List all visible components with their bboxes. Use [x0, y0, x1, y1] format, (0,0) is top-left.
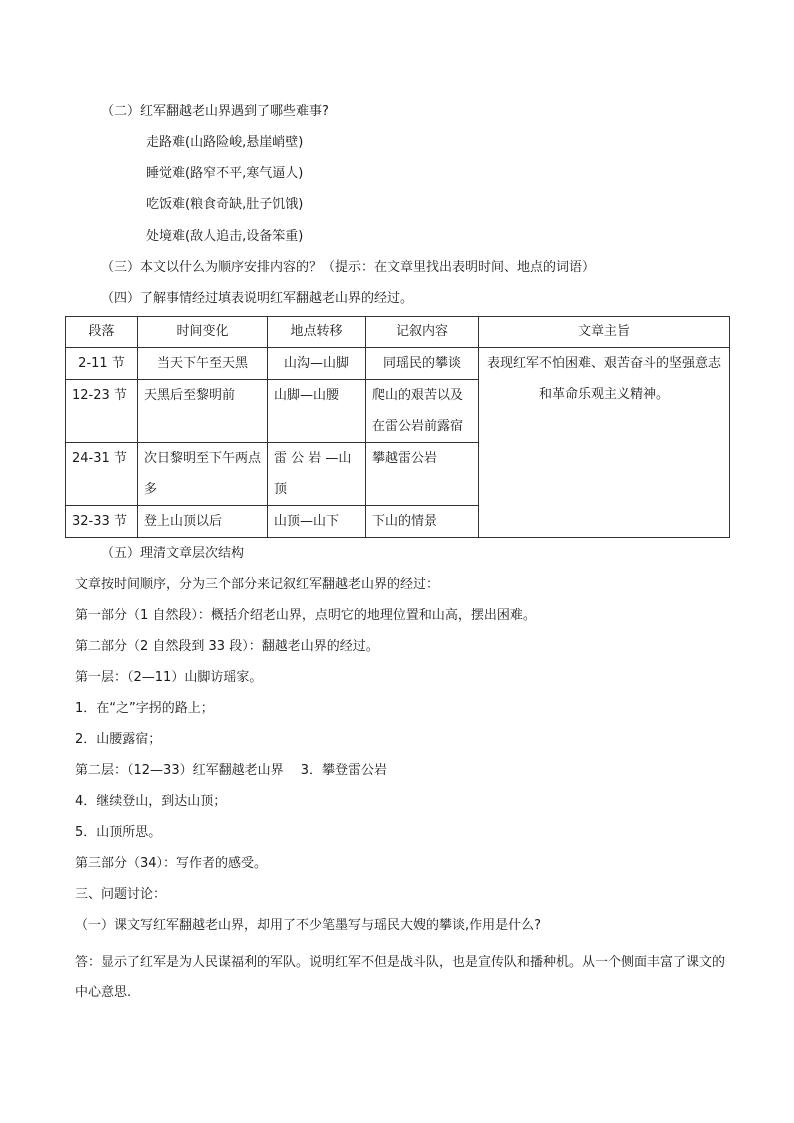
table-cell: 雷 公 岩 —山顶	[268, 443, 366, 506]
discussion-question: （一）课文写红军翻越老山界，却用了不少笔墨写与瑶民大嫂的攀谈,作用是什么?	[75, 918, 542, 933]
difficulty-item: 睡觉难(路窄不平,寒气逼人)	[146, 166, 304, 181]
difficulty-item: 走路难(山路险峻,悬崖峭壁)	[146, 135, 304, 150]
table-header-row	[66, 317, 730, 348]
structure-line: 第一层：（2—11）山脚访瑶家。	[75, 670, 263, 685]
table-cell: 24-31 节	[66, 443, 138, 506]
table-cell: 下山的情景	[366, 506, 479, 538]
section-5-heading: （五）理清文章层次结构	[101, 546, 245, 561]
table-cell: 爬山的艰苦以及在雷公岩前露宿	[366, 380, 479, 443]
table-cell: 同瑶民的攀谈	[366, 348, 479, 380]
structure-line: 第二层：（12—33）红军翻越老山界 3．攀登雷公岩	[75, 763, 387, 778]
table-cell: 攀越雷公岩	[366, 443, 479, 506]
structure-line: 第二部分（2 自然段到 33 段）：翻越老山界的经过。	[75, 639, 379, 654]
header-cell: 记叙内容	[366, 317, 479, 348]
table-cell: 12-23 节	[66, 380, 138, 443]
table-cell: 山脚—山腰	[268, 380, 366, 443]
header-cell: 地点转移	[268, 317, 366, 348]
structure-line: 5．山顶所思。	[75, 825, 162, 840]
table-cell: 当天下午至天黑	[138, 348, 268, 380]
header-cell: 时间变化	[138, 317, 268, 348]
structure-line: 2．山腰露宿；	[75, 732, 162, 747]
theme-cell: 表现红军不怕困难、艰苦奋斗的坚强意志和革命乐观主义精神。	[479, 348, 730, 538]
journey-table	[65, 316, 730, 538]
table-row	[66, 348, 730, 380]
table-cell: 山沟—山脚	[268, 348, 366, 380]
table-cell: 次日黎明至下午两点多	[138, 443, 268, 506]
header-cell: 文章主旨	[479, 317, 730, 348]
structure-line: 文章按时间顺序，分为三个部分来记叙红军翻越老山界的经过：	[75, 577, 440, 592]
table-cell: 32-33 节	[66, 506, 138, 538]
difficulty-item: 吃饭难(粮食奇缺,肚子饥饿)	[146, 197, 304, 212]
discussion-answer: 答：显示了红军是为人民谋福利的军队。说明红军不但是战斗队，也是宣传队和播种机。从一个侧面丰富了课文的中心意思.	[75, 955, 726, 1000]
question-3: （三）本文以什么为顺序安排内容的？（提示：在文章里找出表明时间、地点的词语）	[101, 260, 596, 275]
header-cell: 段落	[66, 317, 138, 348]
table-cell: 山顶—山下	[268, 506, 366, 538]
table-cell: 天黑后至黎明前	[138, 380, 268, 443]
structure-line: 第三部分（34）：写作者的感受。	[75, 856, 268, 871]
question-4: （四）了解事情经过填表说明红军翻越老山界的经过。	[101, 291, 414, 306]
table-cell: 2-11 节	[66, 348, 138, 380]
structure-line: 第一部分（1 自然段）：概括介绍老山界，点明它的地理位置和山高，摆出困难。	[75, 608, 536, 623]
question-2: （二）红军翻越老山界遇到了哪些难事?	[101, 104, 329, 119]
structure-line: 1．在“之”字拐的路上；	[75, 701, 214, 716]
structure-line: 4．继续登山，到达山顶；	[75, 794, 227, 809]
difficulty-item: 处境难(敌人追击,设备笨重)	[146, 229, 304, 244]
part-3-heading: 三、问题讨论：	[75, 887, 167, 902]
table-cell: 登上山顶以后	[138, 506, 268, 538]
